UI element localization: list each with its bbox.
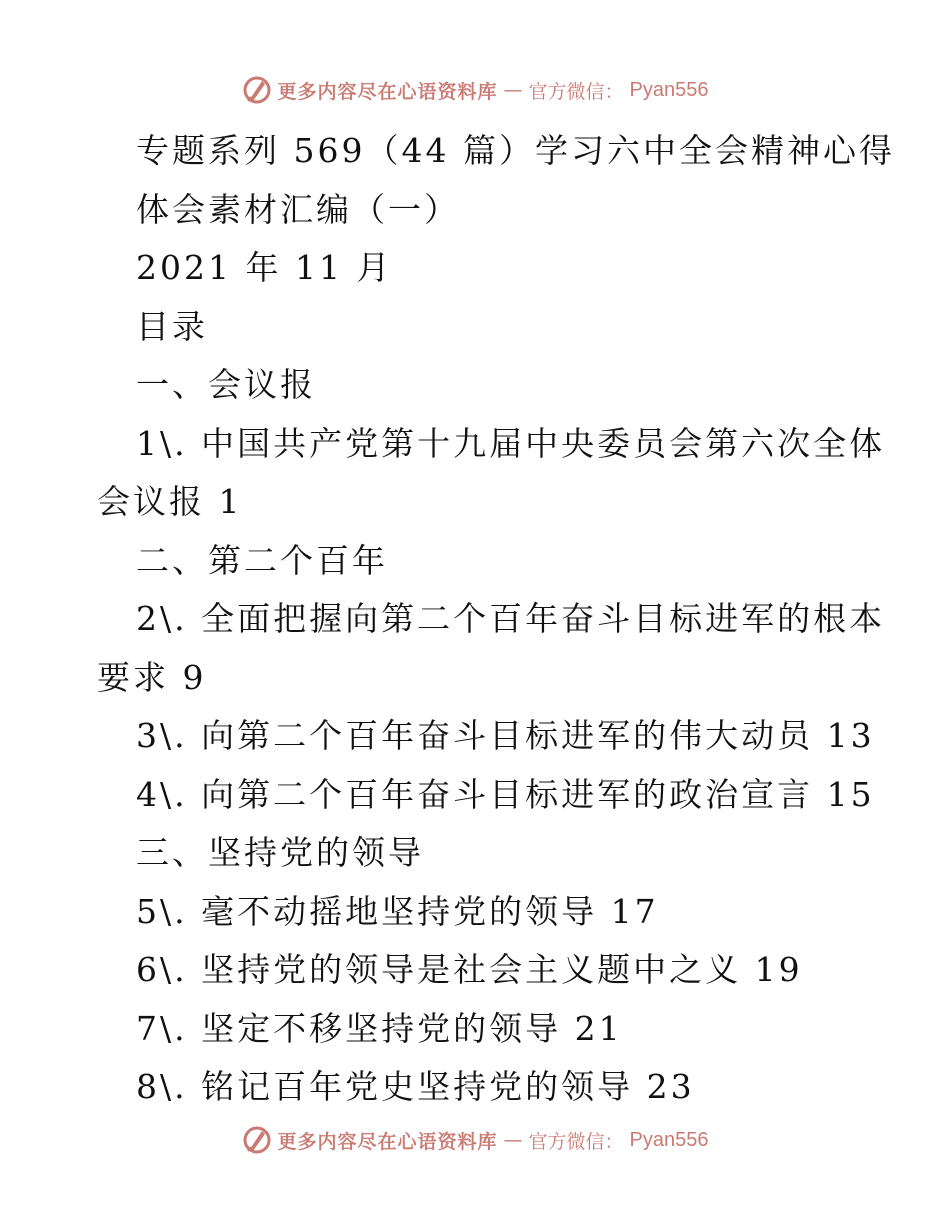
toc-item-6: 6\. 坚持党的领导是社会主义题中之义 19	[136, 950, 803, 989]
watermark-wechat-id: Pyan556	[629, 1128, 709, 1151]
toc-item-7: 7\. 坚定不移坚持党的领导 21	[136, 1008, 623, 1048]
watermark-wechat-label: 官方微信：	[528, 80, 624, 103]
toc-heading: 目录	[136, 306, 208, 346]
watermark-wechat-label: 官方微信：	[528, 1130, 624, 1153]
toc-item-1: 1\. 中国共产党第十九届中央委员会第六次全体	[136, 423, 886, 463]
watermark-separator: —	[503, 79, 523, 101]
quill-pen-logo-icon	[242, 1125, 272, 1155]
toc-section-3: 三、坚持党的领导	[136, 833, 424, 872]
watermark-wechat-id: Pyan556	[629, 78, 709, 101]
toc-section-2: 二、第二个百年	[136, 540, 388, 580]
toc-section-1: 一、会议报	[136, 365, 316, 404]
toc-item-5: 5\. 毫不动摇地坚持党的领导 17	[136, 891, 659, 931]
watermark-brand-text: 更多内容尽在心语资料库	[277, 1130, 498, 1153]
toc-item-2-continued: 要求 9	[97, 657, 207, 697]
quill-pen-logo-icon	[242, 75, 272, 105]
watermark-brand-text: 更多内容尽在心语资料库	[277, 80, 498, 103]
footer-watermark-banner	[0, 1120, 950, 1160]
doc-title-line-2: 体会素材汇编（一）	[136, 189, 460, 229]
document-body	[97, 122, 895, 1117]
toc-item-1-continued: 会议报 1	[97, 482, 243, 521]
toc-item-3: 3\. 向第二个百年奋斗目标进军的伟大动员 13	[136, 716, 875, 755]
toc-item-2: 2\. 全面把握向第二个百年奋斗目标进军的根本	[136, 599, 886, 638]
doc-date: 2021 年 11 月	[136, 248, 393, 287]
header-watermark-banner	[0, 70, 950, 110]
doc-title-line-1: 专题系列 569（44 篇）学习六中全会精神心得	[136, 131, 895, 170]
watermark-separator: —	[503, 1129, 523, 1151]
toc-item-4: 4\. 向第二个百年奋斗目标进军的政治宣言 15	[136, 774, 875, 814]
toc-item-8: 8\. 铭记百年党史坚持党的领导 23	[136, 1067, 695, 1106]
